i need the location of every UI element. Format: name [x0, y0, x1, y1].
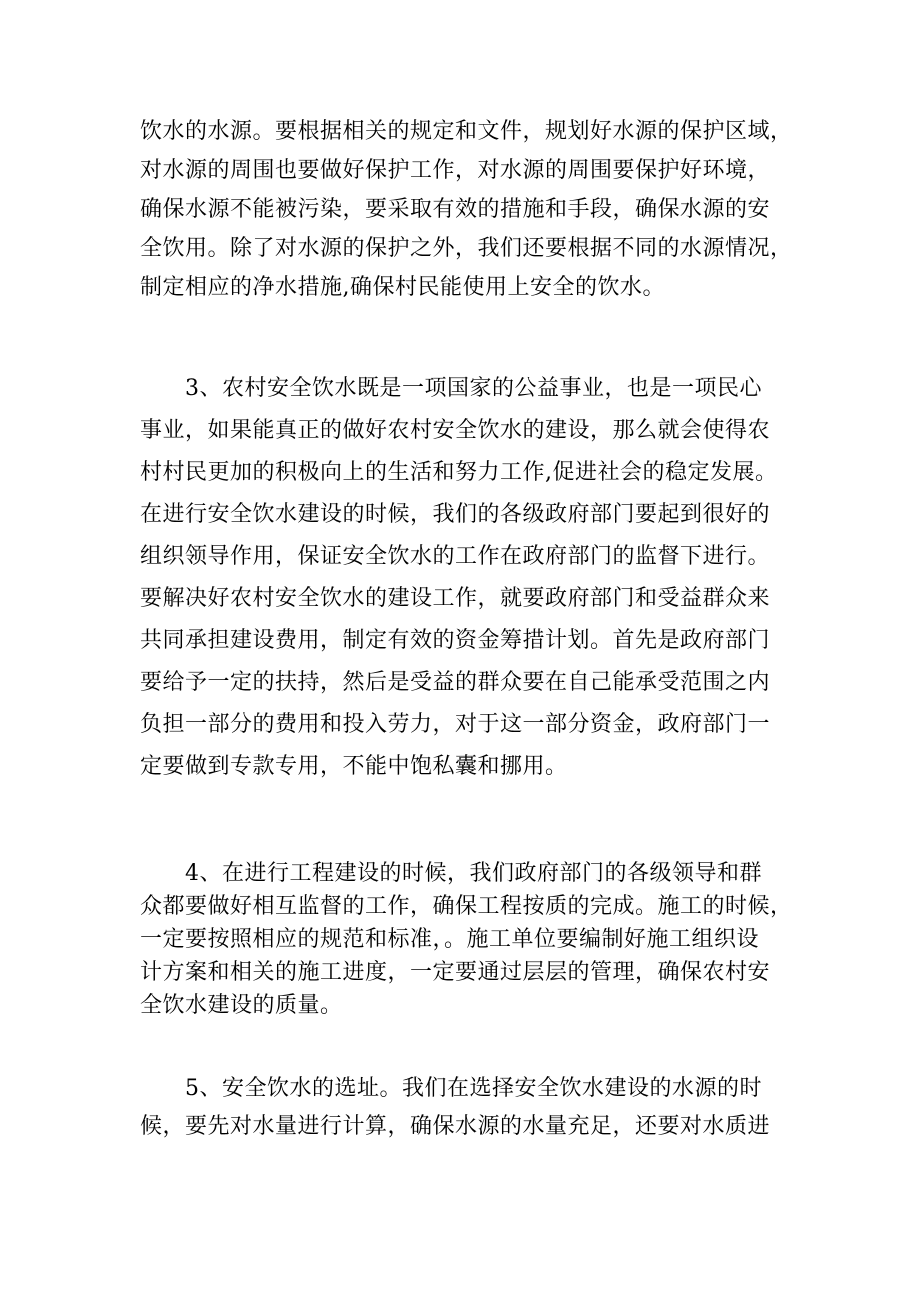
text-line: 一定要按照相应的规范和标准，。施工单位要编制好施工组织设: [140, 927, 760, 952]
text-line: 定要做到专款专用，不能中饱私囊和挪用。: [140, 754, 568, 779]
text-line: 全饮用。除了对水源的保护之外，我们还要根据不同的水源情况，: [140, 236, 793, 261]
text-line: 组织领导作用，保证安全饮水的工作在政府部门的监督下进行。: [140, 544, 771, 569]
text-line: 要给予一定的扶持，然后是受益的群众要在自己能承受范围之内: [140, 670, 771, 695]
paragraph-item-5: [140, 1070, 800, 1146]
text-line: 计方案和相关的施工进度，一定要通过层层的管理，确保农村安: [140, 960, 771, 985]
text-line: 村村民更加的积极向上的生活和努力工作,促进社会的稳定发展。: [140, 460, 778, 485]
text-line: 候，要先对水量进行计算，确保水源的水量充足，还要对水质进: [140, 1114, 771, 1139]
paragraph-water-source-protection: [140, 112, 800, 307]
text-line: 要解决好农村安全饮水的建设工作，就要政府部门和受益群众来: [140, 586, 771, 611]
text-line: 对水源的周围也要做好保护工作，对水源的周围要保护好环境，: [140, 158, 771, 183]
paragraph-item-3: [140, 368, 800, 788]
text-line: 3、农村安全饮水既是一项国家的公益事业，也是一项民心: [140, 376, 762, 401]
text-line: 在进行安全饮水建设的时候，我们的各级政府部门要起到很好的: [140, 502, 771, 527]
text-line: 确保水源不能被污染，要采取有效的措施和手段，确保水源的安: [140, 197, 771, 222]
text-line: 众都要做好相互监督的工作，确保工程按质的完成。施工的时候，: [140, 894, 793, 919]
paragraph-item-4: [140, 857, 800, 1022]
text-line: 4、在进行工程建设的时候，我们政府部门的各级领导和群: [140, 861, 762, 886]
text-line: 饮水的水源。要根据相关的规定和文件，规划好水源的保护区域，: [140, 119, 793, 144]
text-line: 制定相应的净水措施,确保村民能使用上安全的饮水。: [140, 275, 665, 300]
text-line: 全饮水建设的质量。: [140, 993, 343, 1018]
text-line: 5、安全饮水的选址。我们在选择安全饮水建设的水源的时: [140, 1076, 762, 1101]
text-line: 事业，如果能真正的做好农村安全饮水的建设，那么就会使得农: [140, 418, 771, 443]
text-line: 共同承担建设费用，制定有效的资金筹措计划。首先是政府部门: [140, 628, 771, 653]
text-line: 负担一部分的费用和投入劳力，对于这一部分资金，政府部门一: [140, 712, 771, 737]
